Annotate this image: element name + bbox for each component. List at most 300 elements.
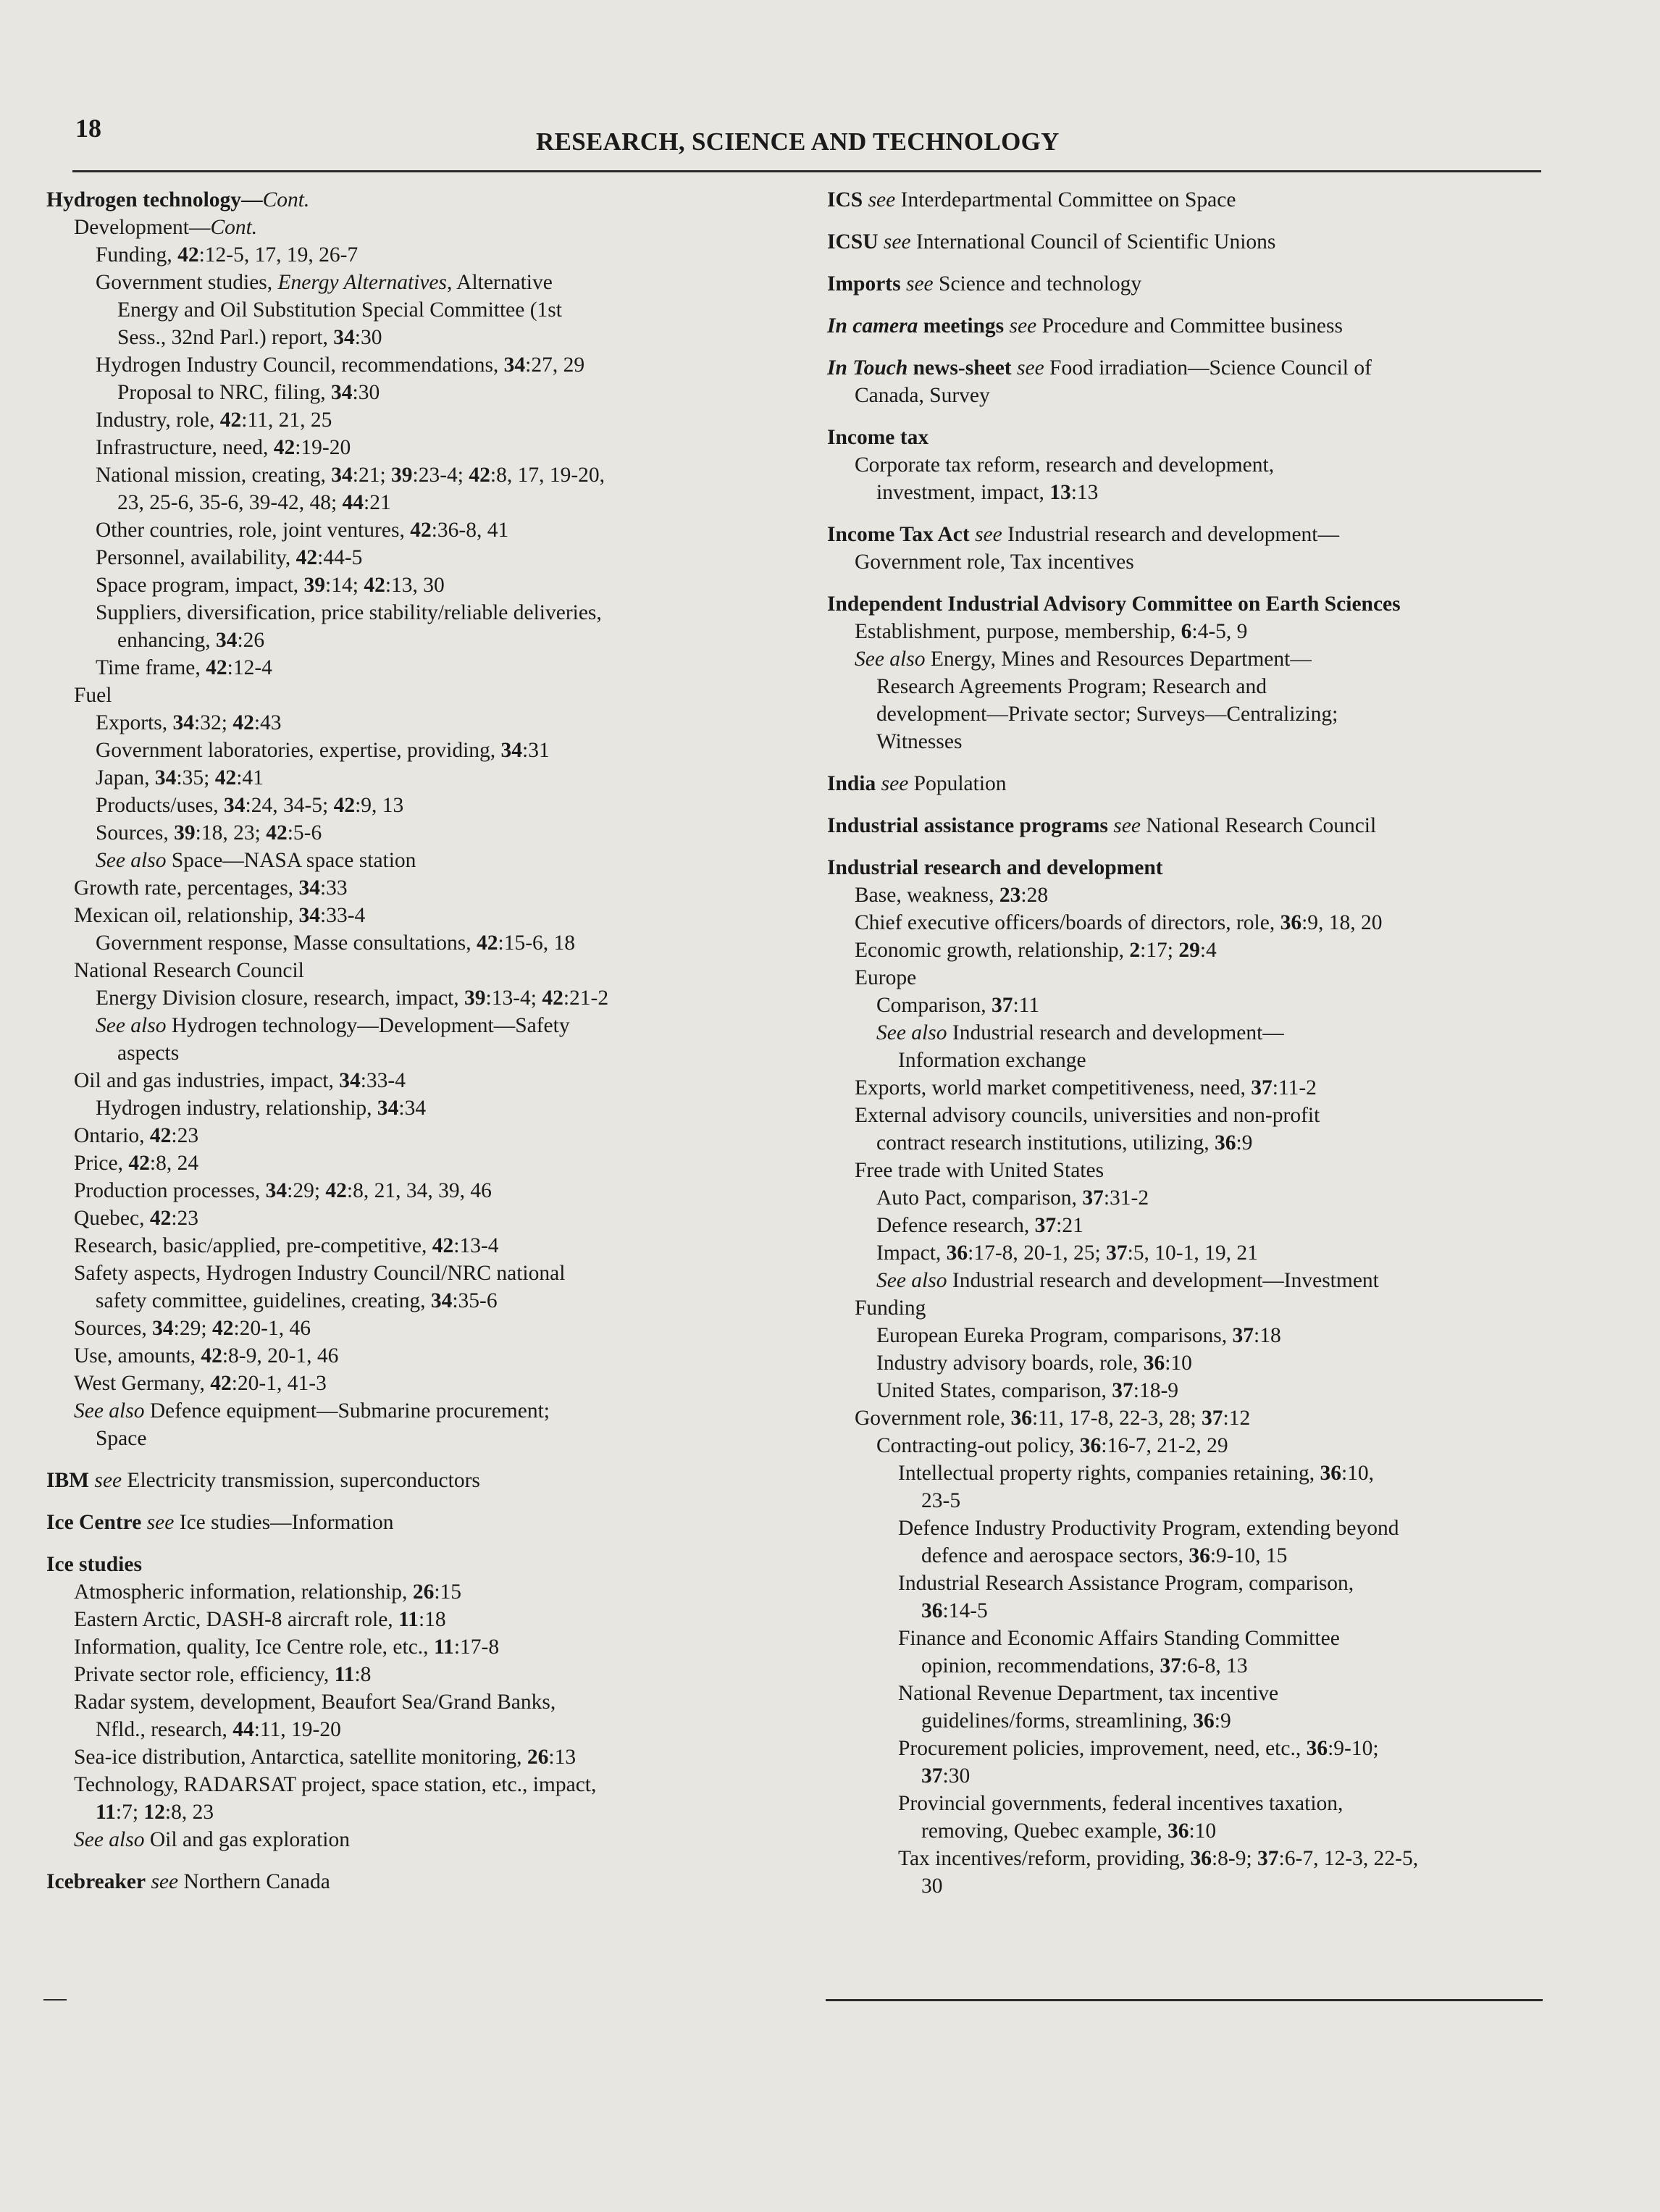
index-heading — [46, 1467, 796, 1494]
entry-text: 42 — [149, 1207, 172, 1230]
entry-text: Atmospheric information, relationship, — [74, 1580, 413, 1604]
index-subentry — [827, 1680, 1551, 1707]
index-subentry — [46, 627, 796, 654]
entry-text: 36 — [1190, 1847, 1212, 1870]
index-subentry — [46, 1039, 796, 1067]
index-subentry — [827, 673, 1551, 700]
entry-text: 37 — [1106, 1241, 1128, 1265]
entry-text: see — [878, 230, 911, 254]
entry-text: opinion, recommendations, — [921, 1654, 1160, 1677]
entry-text: Japan, — [96, 766, 155, 789]
entry-text: Auto Pact, comparison, — [876, 1186, 1083, 1210]
entry-text: 34 — [152, 1317, 174, 1340]
entry-text: 39 — [174, 821, 196, 845]
entry-text: Information, quality, Ice Centre role, etc., — [74, 1635, 434, 1659]
footer-rule-right — [826, 1999, 1543, 2001]
entry-text: :24, 34-5; — [245, 794, 334, 817]
index-subentry — [827, 1432, 1551, 1459]
index-subentry — [827, 1597, 1551, 1625]
entry-text: :17-8, 20-1, 25; — [968, 1241, 1107, 1265]
entry-text: 42 — [211, 1317, 234, 1340]
header-rule — [72, 170, 1541, 172]
entry-text: :29; — [287, 1179, 326, 1202]
index-subentry — [827, 1707, 1551, 1735]
entry-text: Research Agreements Program; Research and — [876, 675, 1267, 698]
entry-text: European Eureka Program, comparisons, — [876, 1324, 1233, 1347]
index-subentry — [46, 1205, 796, 1232]
entry-text: Ice Centre — [46, 1511, 142, 1534]
entry-text: 34 — [298, 876, 320, 900]
entry-text: Space — [96, 1427, 147, 1450]
entry-text: Ice studies—Information — [174, 1511, 394, 1534]
entry-text: :20-1, 41-3 — [231, 1372, 327, 1395]
entry-text: Time frame, — [96, 656, 206, 679]
entry-text: Development— — [74, 216, 211, 239]
index-subentry — [827, 1157, 1551, 1184]
entry-text: 37 — [921, 1764, 943, 1788]
index-subentry — [46, 984, 796, 1012]
entry-text: Safety aspects, Hydrogen Industry Council/NRC national — [74, 1262, 566, 1285]
entry-text: 39 — [391, 464, 413, 487]
entry-text: :8, 24 — [149, 1152, 199, 1175]
entry-text: :13-4 — [453, 1234, 499, 1257]
entry-gap — [827, 409, 1551, 424]
entry-text: Government response, Masse consultations, — [96, 931, 477, 955]
index-subentry — [46, 1716, 796, 1743]
entry-text: Finance and Economic Affairs Standing Committee — [898, 1627, 1340, 1650]
entry-text: 26 — [527, 1746, 549, 1769]
index-subentry — [46, 434, 796, 461]
entry-text: :29; — [173, 1317, 212, 1340]
entry-text: :21 — [1056, 1214, 1083, 1237]
index-subentry — [46, 1149, 796, 1177]
entry-text: Establishment, purpose, membership, — [855, 620, 1181, 643]
entry-text: safety committee, guidelines, creating, — [96, 1289, 431, 1312]
entry-text: aspects — [117, 1042, 180, 1065]
index-subentry — [46, 874, 796, 902]
entry-text: investment, impact, — [876, 481, 1050, 504]
entry-text: 34 — [500, 739, 523, 762]
entry-text: Growth rate, percentages, — [74, 876, 299, 900]
index-subentry — [46, 406, 796, 434]
entry-text: Corporate tax reform, research and development, — [855, 453, 1275, 477]
entry-text: 42 — [542, 986, 563, 1010]
entry-text: Private sector role, efficiency, — [74, 1663, 335, 1686]
index-subentry — [827, 964, 1551, 992]
entry-text: 34 — [224, 794, 246, 817]
index-subentry — [827, 1212, 1551, 1239]
entry-text: See also — [74, 1399, 145, 1423]
index-subentry — [46, 654, 796, 682]
index-subentry — [827, 1349, 1551, 1377]
entry-text: :15-6, 18 — [498, 931, 576, 955]
entry-text: Exports, world market competitiveness, need, — [855, 1076, 1252, 1099]
index-subentry — [46, 351, 796, 379]
index-subentry — [46, 957, 796, 984]
entry-text: :21; — [352, 464, 392, 487]
entry-text: 36 — [1320, 1462, 1341, 1485]
entry-text: See also — [876, 1021, 947, 1044]
entry-text: See also — [96, 849, 167, 872]
entry-text: Ontario, — [74, 1124, 150, 1147]
index-subentry — [827, 728, 1551, 755]
entry-text: :9-10, 15 — [1210, 1544, 1288, 1567]
index-subentry — [46, 1606, 796, 1633]
entry-text: :13, 30 — [385, 574, 445, 597]
entry-text: Canada, Survey — [855, 384, 990, 407]
index-subentry — [46, 1012, 796, 1039]
index-subentry — [827, 1102, 1551, 1129]
entry-text: :32; — [194, 711, 233, 734]
entry-text: :10, — [1341, 1462, 1375, 1485]
entry-text: Industry advisory boards, role, — [876, 1352, 1144, 1375]
index-subentry — [827, 1790, 1551, 1817]
entry-text: 2 — [1129, 939, 1141, 962]
entry-text: 42 — [410, 519, 432, 542]
entry-text: Defence research, — [876, 1214, 1035, 1237]
index-heading — [46, 1509, 796, 1536]
entry-text: 34 — [377, 1097, 399, 1120]
index-subentry — [827, 1184, 1551, 1212]
index-heading — [827, 424, 1551, 451]
index-subentry — [46, 269, 796, 296]
entry-text: :16-7, 21-2, 29 — [1101, 1434, 1228, 1457]
entry-text: :17; — [1140, 939, 1179, 962]
entry-text: :19-20 — [295, 436, 351, 459]
entry-text: :8, 21, 34, 39, 46 — [346, 1179, 492, 1202]
entry-text: Infrastructure, need, — [96, 436, 274, 459]
index-subentry — [827, 1735, 1551, 1762]
index-subentry — [827, 451, 1551, 479]
entry-text: Hydrogen Industry Council, recommendations, — [96, 353, 504, 377]
entry-text: see — [969, 523, 1002, 546]
entry-text: Other countries, role, joint ventures, — [96, 519, 411, 542]
entry-text: International Council of Scientific Unions — [910, 230, 1276, 254]
index-subentry — [827, 1570, 1551, 1597]
entry-text: Nfld., research, — [96, 1718, 233, 1741]
entry-text: Sess., 32nd Parl.) report, — [117, 326, 334, 349]
entry-text: meetings — [918, 314, 1005, 338]
entry-text: Hydrogen industry, relationship, — [96, 1097, 377, 1120]
entry-text: :4-5, 9 — [1191, 620, 1248, 643]
entry-text: 42 — [201, 1344, 222, 1367]
entry-text: :8-9, 20-1, 46 — [222, 1344, 339, 1367]
index-subentry — [827, 1404, 1551, 1432]
index-subentry — [46, 1688, 796, 1716]
index-subentry — [827, 479, 1551, 506]
index-subentry — [46, 1798, 796, 1826]
index-subentry — [827, 1267, 1551, 1294]
index-subentry — [46, 241, 796, 269]
entry-text: :10 — [1189, 1819, 1217, 1843]
index-subentry — [827, 645, 1551, 673]
index-heading — [827, 354, 1551, 382]
index-subentry — [827, 548, 1551, 576]
index-heading — [827, 770, 1551, 797]
entry-text: Procurement policies, improvement, need, etc., — [898, 1737, 1307, 1760]
index-subentry — [827, 1377, 1551, 1404]
entry-text: Intellectual property rights, companies retaining, — [898, 1462, 1320, 1485]
entry-text: :33-4 — [360, 1069, 406, 1092]
entry-text: Oil and gas exploration — [144, 1828, 350, 1851]
index-heading — [46, 1868, 796, 1895]
entry-text: :6-8, 13 — [1181, 1654, 1248, 1677]
entry-text: See also — [876, 1269, 947, 1292]
entry-text: Oil and gas industries, impact, — [74, 1069, 340, 1092]
entry-text: Price, — [74, 1152, 129, 1175]
entry-text: Government studies, — [96, 271, 278, 294]
entry-text: Industrial research and development— — [1002, 523, 1340, 546]
index-subentry — [827, 1625, 1551, 1652]
entry-text: :5-6 — [287, 821, 322, 845]
entry-text: Personnel, availability, — [96, 546, 296, 569]
entry-text: Base, weakness, — [855, 884, 999, 907]
entry-text: 42 — [477, 931, 498, 955]
index-subentry — [46, 544, 796, 571]
entry-text: :13 — [1070, 481, 1099, 504]
entry-text: Cont. — [262, 188, 310, 211]
entry-text: 11 — [334, 1663, 355, 1686]
entry-text: 37 — [1160, 1654, 1181, 1677]
entry-text: , Alternative — [447, 271, 553, 294]
entry-text: 42 — [232, 711, 254, 734]
index-subentry — [827, 1019, 1551, 1047]
entry-text: :9, 13 — [355, 794, 404, 817]
entry-text: 34 — [430, 1289, 453, 1312]
entry-text: 42 — [266, 821, 288, 845]
index-heading — [827, 186, 1551, 214]
index-subentry — [827, 937, 1551, 964]
entry-text: Information exchange — [898, 1049, 1086, 1072]
entry-text: contract research institutions, utilizing, — [876, 1131, 1215, 1155]
index-subentry — [827, 1652, 1551, 1680]
entry-text: 23-5 — [921, 1489, 961, 1512]
index-subentry — [46, 489, 796, 516]
entry-text: 34 — [172, 711, 195, 734]
entry-text: :26 — [237, 629, 265, 652]
entry-text: :18 — [418, 1608, 446, 1631]
entry-text: 42 — [128, 1152, 150, 1175]
entry-gap — [827, 506, 1551, 521]
index-heading — [827, 228, 1551, 256]
entry-text: 44 — [342, 491, 364, 514]
entry-text: Comparison, — [876, 994, 992, 1017]
entry-text: :30 — [942, 1764, 971, 1788]
entry-text: :20-1, 46 — [233, 1317, 311, 1340]
entry-text: See also — [74, 1828, 145, 1851]
entry-text: :13 — [548, 1746, 577, 1769]
index-heading — [827, 270, 1551, 298]
index-subentry — [46, 1578, 796, 1606]
entry-text: ICS — [827, 188, 863, 211]
entry-text: :14; — [325, 574, 364, 597]
entry-text: :11, 19-20 — [253, 1718, 341, 1741]
index-subentry — [827, 1845, 1551, 1872]
entry-text: Sources, — [96, 821, 175, 845]
entry-text: Imports — [827, 272, 901, 296]
entry-text: 26 — [412, 1580, 435, 1604]
entry-text: Industrial research and development — [827, 856, 1163, 879]
entry-text: 34 — [339, 1069, 361, 1092]
entry-text: Radar system, development, Beaufort Sea/Grand Banks, — [74, 1691, 556, 1714]
entry-text: 36 — [1193, 1709, 1215, 1733]
entry-text: National mission, creating, — [96, 464, 332, 487]
entry-text: Energy, Mines and Resources Department— — [925, 648, 1312, 671]
entry-text: 11 — [433, 1635, 454, 1659]
entry-text: Income tax — [827, 426, 929, 449]
index-subentry — [827, 382, 1551, 409]
entry-text: Hydrogen technology — [46, 188, 242, 211]
entry-text: :12-4 — [227, 656, 272, 679]
entry-text: Mexican oil, relationship, — [74, 904, 299, 927]
entry-text: 34 — [215, 629, 238, 652]
index-subentry — [46, 379, 796, 406]
entry-text: West Germany, — [74, 1372, 211, 1395]
index-subentry — [827, 1047, 1551, 1074]
entry-text: :33 — [319, 876, 348, 900]
entry-text: Industrial research and development— — [947, 1021, 1284, 1044]
index-heading — [827, 812, 1551, 839]
entry-text: Industrial assistance programs — [827, 814, 1108, 837]
entry-text: Europe — [855, 966, 917, 989]
entry-text: :41 — [236, 766, 264, 789]
entry-text: National Research Council — [74, 959, 304, 982]
index-subentry — [46, 1232, 796, 1260]
entry-text: Provincial governments, federal incentives taxation, — [898, 1792, 1343, 1815]
entry-text: :43 — [253, 711, 282, 734]
entry-text: 37 — [1232, 1324, 1254, 1347]
entry-text: removing, Quebec example, — [921, 1819, 1168, 1843]
entry-text: 34 — [333, 326, 355, 349]
index-subentry — [827, 700, 1551, 728]
entry-text: Hydrogen technology—Development—Safety — [166, 1014, 570, 1037]
index-subentry — [827, 1459, 1551, 1487]
entry-text: Contracting-out policy, — [876, 1434, 1080, 1457]
index-subentry — [46, 1260, 796, 1287]
entry-text: :14-5 — [942, 1599, 988, 1622]
entry-text: Procedure and Committee business — [1036, 314, 1343, 338]
entry-text: 23 — [999, 884, 1021, 907]
entry-text: 39 — [303, 574, 326, 597]
index-subentry — [46, 902, 796, 929]
entry-text: Electricity transmission, superconductors — [122, 1469, 480, 1492]
entry-text: 36 — [946, 1241, 968, 1265]
entry-text: 36 — [1306, 1737, 1328, 1760]
index-heading — [46, 1551, 796, 1578]
index-subentry — [827, 1294, 1551, 1322]
entry-text: :30 — [354, 326, 382, 349]
index-subentry — [827, 1542, 1551, 1570]
entry-text: Energy and Oil Substitution Special Committee (1st — [117, 298, 562, 322]
entry-text: 37 — [991, 994, 1013, 1017]
index-subentry — [46, 1633, 796, 1661]
entry-text: Free trade with United States — [855, 1159, 1104, 1182]
index-subentry — [827, 1817, 1551, 1845]
entry-text: :9 — [1236, 1131, 1253, 1155]
index-subentry — [46, 1397, 796, 1425]
entry-text: 36 — [1214, 1131, 1236, 1155]
entry-text: Economic growth, relationship, — [855, 939, 1130, 962]
entry-text: :28 — [1020, 884, 1049, 907]
entry-text: 36 — [1143, 1352, 1165, 1375]
index-subentry — [46, 847, 796, 874]
index-subentry — [827, 618, 1551, 645]
index-subentry — [827, 881, 1551, 909]
index-heading — [46, 186, 796, 214]
entry-text: Government laboratories, expertise, providing, — [96, 739, 501, 762]
entry-gap — [827, 839, 1551, 854]
entry-text: 42 — [325, 1179, 347, 1202]
entry-text: India — [827, 772, 876, 795]
entry-text: Icebreaker — [46, 1870, 146, 1893]
entry-text: :11, 21, 25 — [241, 409, 332, 432]
entry-text: Industrial Research Assistance Program, comparison, — [898, 1572, 1354, 1595]
entry-gap — [46, 1536, 796, 1551]
entry-text: 34 — [298, 904, 320, 927]
index-heading — [827, 521, 1551, 548]
index-subentry — [827, 1515, 1551, 1542]
entry-text: Government role, — [855, 1407, 1011, 1430]
entry-text: see — [141, 1511, 175, 1534]
entry-text: :27, 29 — [525, 353, 585, 377]
entry-text: see — [900, 272, 934, 296]
entry-text: 36 — [1280, 911, 1302, 934]
index-subentry — [827, 1129, 1551, 1157]
index-subentry — [46, 461, 796, 489]
entry-text: Use, amounts, — [74, 1344, 201, 1367]
entry-text: 34 — [331, 464, 353, 487]
entry-text: 42 — [214, 766, 237, 789]
index-subentry — [827, 1239, 1551, 1267]
entry-text: see — [146, 1870, 179, 1893]
index-heading — [827, 590, 1551, 618]
entry-text: Witnesses — [876, 730, 963, 753]
entry-text: Population — [908, 772, 1007, 795]
entry-text: Government role, Tax incentives — [855, 550, 1134, 574]
index-heading — [827, 854, 1551, 881]
entry-gap — [827, 256, 1551, 270]
index-subentry — [46, 764, 796, 792]
entry-text: 42 — [364, 574, 385, 597]
entry-text: see — [1004, 314, 1037, 338]
entry-text: 42 — [273, 436, 295, 459]
entry-text: :13-4; — [485, 986, 542, 1010]
entry-gap — [46, 1494, 796, 1509]
index-subentry — [827, 1322, 1551, 1349]
entry-text: :18-9 — [1133, 1379, 1179, 1402]
entry-text: Interdepartmental Committee on Space — [895, 188, 1236, 211]
index-subentry — [46, 1067, 796, 1094]
entry-text: Industry, role, — [96, 409, 220, 432]
entry-text: Research, basic/applied, pre-competitive, — [74, 1234, 432, 1257]
entry-text: 42 — [149, 1124, 172, 1147]
entry-text: United States, comparison, — [876, 1379, 1112, 1402]
entry-text: Northern Canada — [178, 1870, 330, 1893]
entry-text: :8-9; — [1211, 1847, 1258, 1870]
index-subentry — [46, 1315, 796, 1342]
entry-text: see — [876, 772, 909, 795]
entry-text: development—Private sector; Surveys—Centralizing; — [876, 703, 1338, 726]
entry-text: see — [89, 1469, 122, 1492]
entry-text: Science and technology — [933, 272, 1142, 296]
entry-gap — [827, 755, 1551, 770]
entry-text: 23, 25-6, 35-6, 39-42, 48; — [117, 491, 343, 514]
entry-text: 36 — [1010, 1407, 1032, 1430]
entry-text: 37 — [1112, 1379, 1133, 1402]
footer-rule-left — [43, 1999, 67, 2001]
entry-text: 30 — [921, 1874, 943, 1898]
entry-text: :23 — [171, 1124, 199, 1147]
